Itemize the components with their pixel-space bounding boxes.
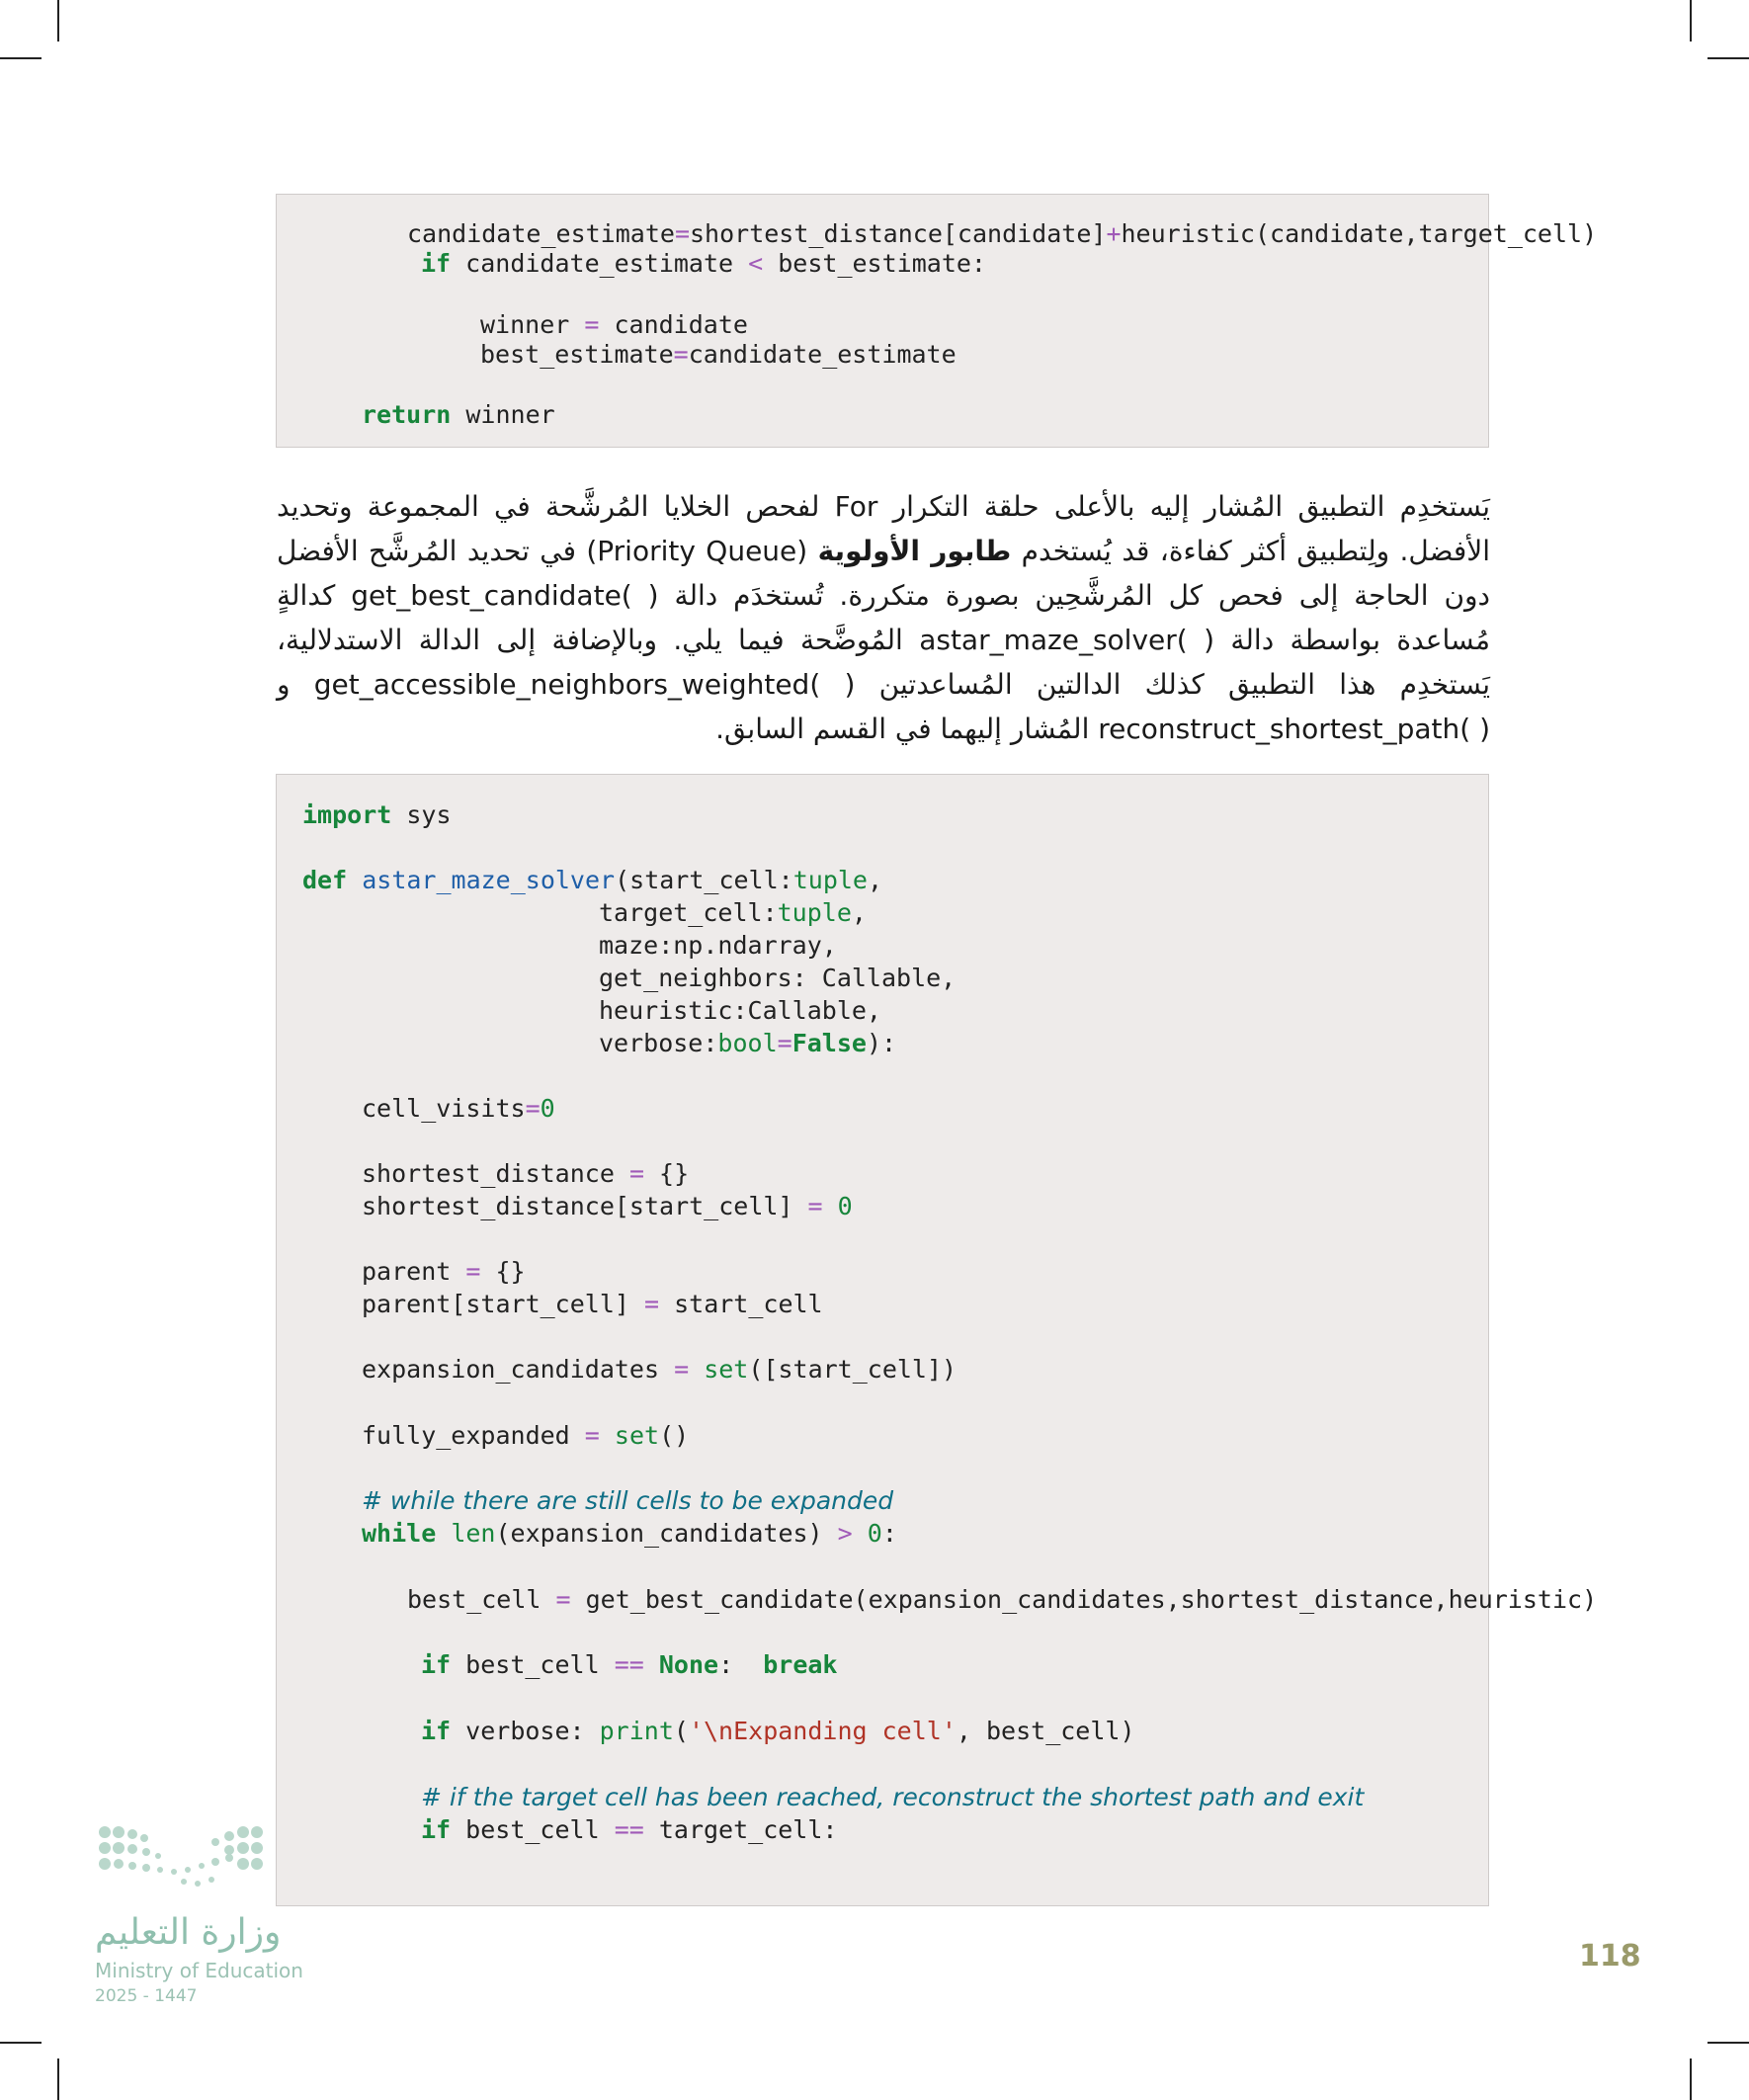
code-line: fully_expanded = set() bbox=[362, 1421, 690, 1450]
crop-mark bbox=[0, 57, 42, 59]
crop-mark bbox=[57, 2058, 59, 2100]
code-line: candidate_estimate=shortest_distance[candidate]+heuristic(candidate,target_cell) bbox=[407, 219, 1598, 248]
code-line: best_estimate=candidate_estimate bbox=[480, 340, 957, 369]
crop-mark bbox=[1707, 2042, 1749, 2044]
code-line: if candidate_estimate < best_estimate: bbox=[421, 249, 986, 278]
crop-mark bbox=[0, 2042, 42, 2044]
code-line: if best_cell == None: break bbox=[421, 1650, 838, 1679]
code-line: maze:np.ndarray, bbox=[599, 931, 837, 960]
code-line: get_neighbors: Callable, bbox=[599, 964, 957, 992]
ministry-name-english: Ministry of Education bbox=[95, 1959, 303, 1982]
code-line: if verbose: print('\nExpanding cell', best_cell) bbox=[421, 1717, 1135, 1745]
code-line: shortest_distance = {} bbox=[362, 1159, 690, 1188]
code-line: while len(expansion_candidates) > 0: bbox=[362, 1519, 897, 1548]
code-line: shortest_distance[start_cell] = 0 bbox=[362, 1192, 853, 1220]
code-comment: # while there are still cells to be expanded bbox=[362, 1486, 894, 1515]
crop-mark bbox=[57, 0, 59, 42]
ministry-year: 2025 - 1447 bbox=[95, 1986, 198, 2006]
code-line: best_cell = get_best_candidate(expansion_candidates,shortest_distance,heuristic) bbox=[407, 1585, 1598, 1614]
code-line: return winner bbox=[362, 400, 555, 429]
ministry-name-arabic: وزارة التعليم bbox=[95, 1912, 282, 1953]
code-line: parent = {} bbox=[362, 1257, 526, 1286]
code-line: heuristic:Callable, bbox=[599, 996, 881, 1025]
crop-mark bbox=[1707, 57, 1749, 59]
code-line: def astar_maze_solver(start_cell:tuple, bbox=[302, 866, 883, 894]
code-line: winner = candidate bbox=[480, 310, 748, 339]
body-paragraph: يَستخدِم التطبيق المُشار إليه بالأعلى حلقة التكرار For لفحص الخلايا المُرشَّحة في المجموعة وتحديد الأفضل. ولِتطبيق أكثر كفاءة، قد يُستخدم طابور الأولوية (Priority Queue) في تحديد المُرشَّح الأفضل دون الحاجة إلى فحص كل المُرشَّحِين بصورة متكررة. تُستخدَم دالة get_best_candidate( ) كدالةٍ مُساعدة بواسطة دالة astar_maze_solver( ) المُوضَّحة فيما يلي. وبالإضافة إلى الدالة الاستدلالية، يَستخدِم هذا التطبيق كذلك الدالتين المُساعدتين get_accessible_neighbors_weighted( ) و reconstruct_shortest_path( ) المُشار إليهما في القسم السابق. bbox=[277, 490, 1491, 745]
code-line: parent[start_cell] = start_cell bbox=[362, 1290, 823, 1318]
code-block-top bbox=[276, 194, 1598, 448]
code-block-main bbox=[276, 774, 1598, 1906]
page-number: 118 bbox=[1579, 1939, 1641, 1974]
code-line: verbose:bool=False): bbox=[599, 1029, 897, 1057]
code-line: if best_cell == target_cell: bbox=[421, 1815, 838, 1844]
crop-mark bbox=[1690, 2058, 1692, 2100]
code-line: cell_visits=0 bbox=[362, 1094, 555, 1123]
code-line: expansion_candidates = set([start_cell]) bbox=[362, 1355, 958, 1384]
code-line: target_cell:tuple, bbox=[599, 898, 867, 927]
code-comment: # if the target cell has been reached, reconstruct the shortest path and exit bbox=[421, 1783, 1365, 1811]
code-line: import sys bbox=[302, 800, 452, 829]
crop-mark bbox=[1690, 0, 1692, 42]
